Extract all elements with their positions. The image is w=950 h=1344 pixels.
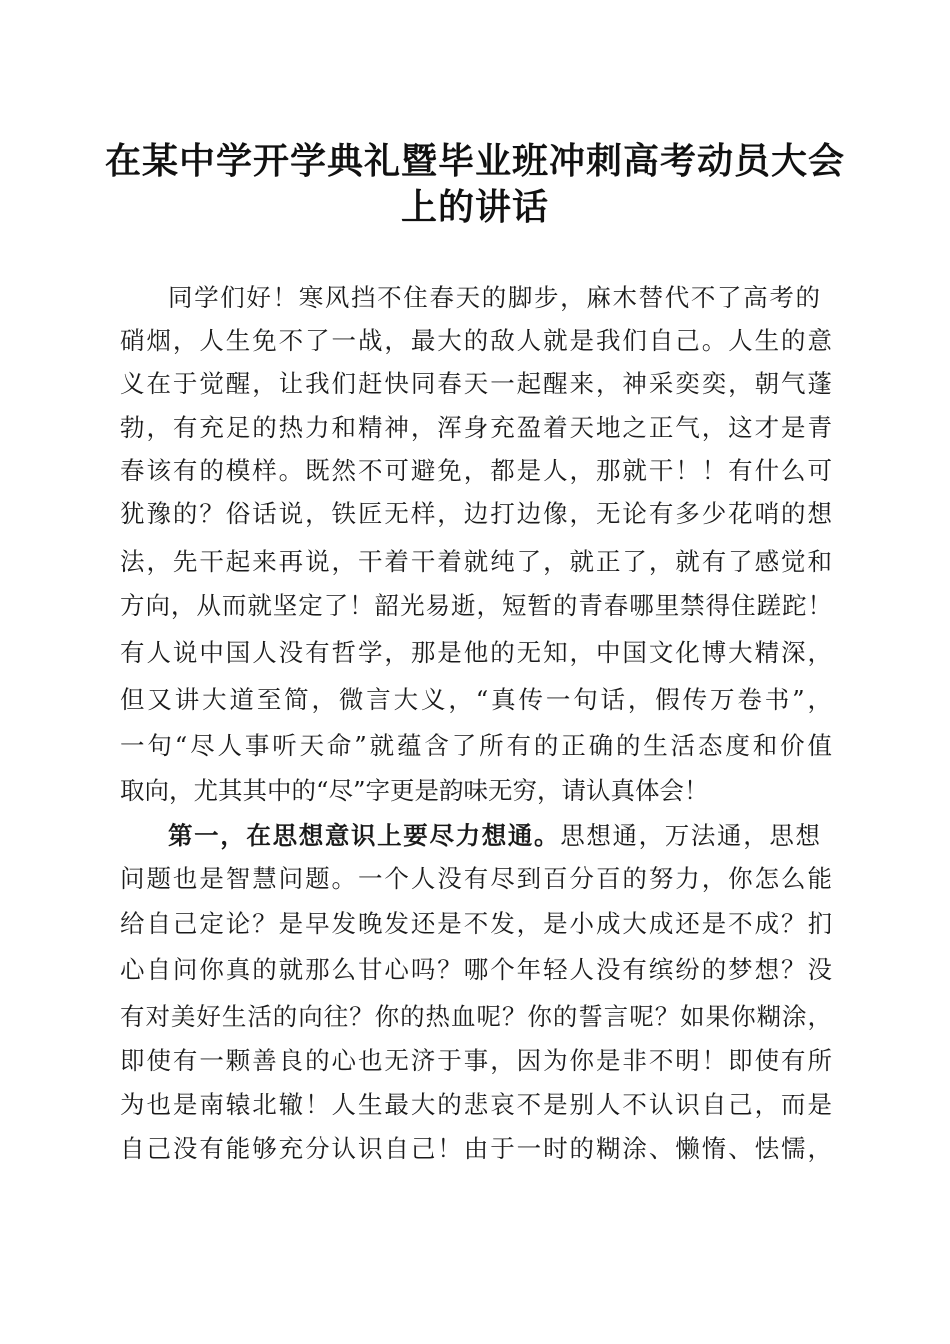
paragraph-2-first-rest: 思想通，万法通，思想 (560, 821, 820, 850)
paragraph-1-line: 硝烟，人生免不了一战，最大的敌人就是我们自己。人生的意 (120, 326, 832, 355)
paragraph-2-line: 心自问你真的就那么甘心吗？哪个年轻人没有缤纷的梦想？没 (120, 955, 832, 984)
paragraph-2-line: 给自己定论？是早发晚发还是不发，是小成大成还是不成？扪 (120, 909, 832, 938)
paragraph-1-line: 义在于觉醒，让我们赶快同春天一起醒来，神采奕奕，朝气蓬 (120, 369, 832, 398)
paragraph-2-heading: 第一，在思想意识上要尽力想通。 (168, 821, 561, 850)
paragraph-1-line: 一句“尽人事听天命”就蕴含了所有的正确的生活态度和价值 (120, 731, 832, 760)
paragraph-1-line: 方向，从而就坚定了！韶光易逝，短暂的青春哪里禁得住蹉跎！ (120, 591, 832, 620)
document-title-line-1: 在某中学开学典礼暨毕业班冲刺高考动员大会 (104, 140, 845, 182)
paragraph-2-line: 有对美好生活的向往？你的热血呢？你的誓言呢？如果你糊涂， (120, 1002, 832, 1031)
paragraph-2-line: 即使有一颗善良的心也无济于事，因为你是非不明！即使有所 (120, 1046, 832, 1075)
paragraph-2-first-line (168, 821, 820, 851)
paragraph-1-line: 勃，有充足的热力和精神，浑身充盈着天地之正气，这才是青 (120, 413, 832, 442)
paragraph-1-line: 法，先干起来再说，干着干着就纯了，就正了，就有了感觉和 (120, 547, 832, 576)
paragraph-1-line: 同学们好！寒风挡不住春天的脚步，麻木替代不了高考的 (168, 283, 820, 312)
paragraph-1-line: 但又讲大道至简，微言大义，“真传一句话，假传万卷书”， (120, 685, 832, 714)
paragraph-1-line: 取向，尤其其中的“尽”字更是韵味无穷，请认真体会！ (120, 776, 709, 805)
paragraph-1-line: 春该有的模样。既然不可避免，都是人，那就干！！有什么可 (120, 456, 832, 485)
paragraph-2-line: 为也是南辕北辙！人生最大的悲哀不是别人不认识自己，而是 (120, 1090, 832, 1119)
document-title-line-2: 上的讲话 (400, 186, 549, 228)
paragraph-1-line: 有人说中国人没有哲学，那是他的无知，中国文化博大精深， (120, 638, 832, 667)
paragraph-1-line: 犹豫的？俗话说，铁匠无样，边打边像，无论有多少花哨的想 (120, 499, 832, 528)
paragraph-2-line: 自己没有能够充分认识自己！由于一时的糊涂、懒惰、怯懦， (120, 1134, 832, 1163)
paragraph-2-line: 问题也是智慧问题。一个人没有尽到百分百的努力，你怎么能 (120, 864, 832, 893)
